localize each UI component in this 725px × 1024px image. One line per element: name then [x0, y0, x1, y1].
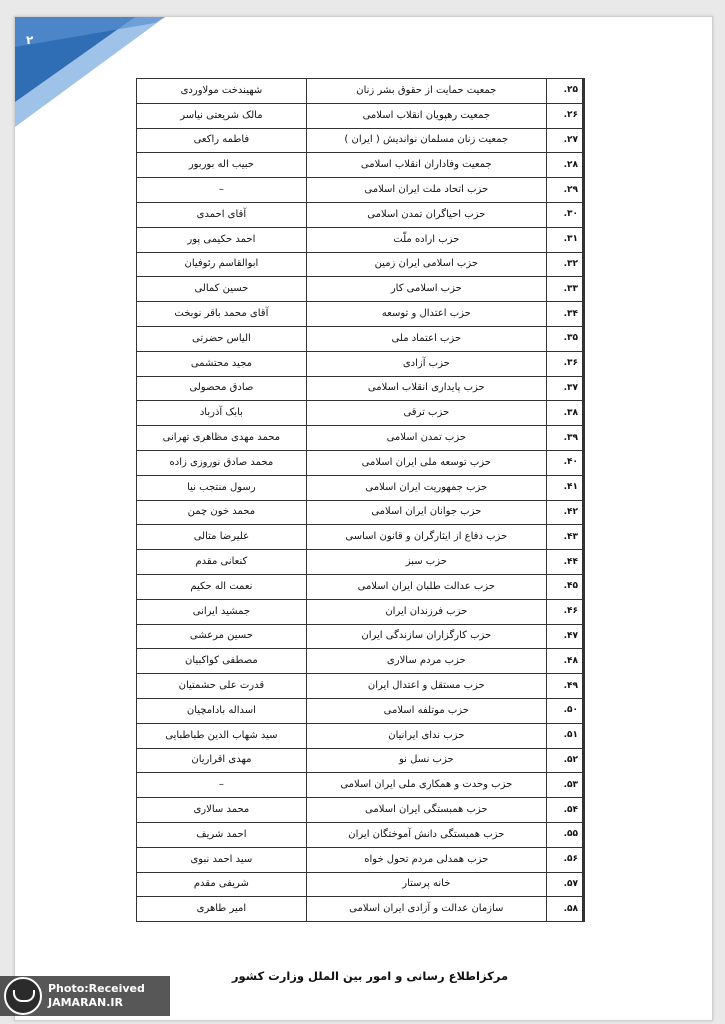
table-row: [137, 153, 584, 178]
party-name: حزب موتلفه اسلامی: [306, 698, 546, 723]
parties-table-body: [137, 79, 584, 922]
row-number: ۳۵.: [546, 326, 583, 351]
party-name: حزب اسلامی کار: [306, 277, 546, 302]
party-leader: آقای محمد باقر نوبخت: [137, 302, 307, 327]
row-number: ۴۱.: [546, 475, 583, 500]
party-leader: جمشید ایرانی: [137, 599, 307, 624]
party-name: حزب همبستگی ایران اسلامی: [306, 798, 546, 823]
party-leader: مجید محتشمی: [137, 351, 307, 376]
row-number: ۵۰.: [546, 698, 583, 723]
table-row: [137, 351, 584, 376]
party-leader: حبیب اله بوربور: [137, 153, 307, 178]
table-row: [137, 847, 584, 872]
table-row: [137, 897, 584, 922]
party-name: حزب کارگزاران سازندگی ایران: [306, 624, 546, 649]
row-number: ۴۷.: [546, 624, 583, 649]
table-row: [137, 674, 584, 699]
table-row: [137, 574, 584, 599]
watermark-text: [48, 982, 145, 1010]
party-name: حزب عدالت طلبان ایران اسلامی: [306, 574, 546, 599]
table-row: [137, 426, 584, 451]
party-name: حزب جمهوریت ایران اسلامی: [306, 475, 546, 500]
party-leader: محمد سالاری: [137, 798, 307, 823]
row-number: ۵۲.: [546, 748, 583, 773]
party-leader: حسین مرعشی: [137, 624, 307, 649]
row-number: ۴۲.: [546, 500, 583, 525]
table-row: [137, 475, 584, 500]
row-number: ۴۰.: [546, 450, 583, 475]
jamaran-logo-icon: [4, 977, 42, 1015]
party-leader: مالک شریعتی نیاسر: [137, 103, 307, 128]
parties-table: [136, 78, 585, 922]
party-leader: احمد حکیمی پور: [137, 227, 307, 252]
row-number: ۵۳.: [546, 773, 583, 798]
party-leader: ابوالقاسم رئوفیان: [137, 252, 307, 277]
table-row: [137, 401, 584, 426]
party-name: حزب مردم سالاری: [306, 649, 546, 674]
row-number: ۳۰.: [546, 202, 583, 227]
party-leader: آقای احمدی: [137, 202, 307, 227]
watermark: [0, 976, 170, 1016]
page-number: ۲: [26, 33, 34, 47]
party-leader: شریفی مقدم: [137, 872, 307, 897]
row-number: ۴۹.: [546, 674, 583, 699]
row-number: ۴۵.: [546, 574, 583, 599]
party-leader: –: [137, 773, 307, 798]
party-name: حزب ترقی: [306, 401, 546, 426]
table-row: [137, 773, 584, 798]
table-row: [137, 822, 584, 847]
party-name: حزب ندای ایرانیان: [306, 723, 546, 748]
row-number: ۳۱.: [546, 227, 583, 252]
party-leader: کنعانی مقدم: [137, 550, 307, 575]
party-leader: امیر طاهری: [137, 897, 307, 922]
table-row: [137, 599, 584, 624]
row-number: ۵۶.: [546, 847, 583, 872]
row-number: ۲۷.: [546, 128, 583, 153]
party-name: حزب تمدن اسلامی: [306, 426, 546, 451]
party-name: حزب همبستگی دانش آموختگان ایران: [306, 822, 546, 847]
row-number: ۲۵.: [546, 79, 583, 104]
party-name: حزب اسلامی ایران زمین: [306, 252, 546, 277]
row-number: ۵۷.: [546, 872, 583, 897]
party-name: حزب مستقل و اعتدال ایران: [306, 674, 546, 699]
row-number: ۳۴.: [546, 302, 583, 327]
table-row: [137, 202, 584, 227]
party-leader: اسداله بادامچیان: [137, 698, 307, 723]
table-row: [137, 450, 584, 475]
row-number: ۳۲.: [546, 252, 583, 277]
party-name: حزب همدلی مردم تحول خواه: [306, 847, 546, 872]
row-number: ۵۴.: [546, 798, 583, 823]
footer-title: مرکزاطلاع رسانی و امور بین الملل وزارت کشور: [231, 969, 509, 983]
party-name: حزب احیاگران تمدن اسلامی: [306, 202, 546, 227]
party-leader: محمد خون چمن: [137, 500, 307, 525]
party-name: حزب توسعه ملی ایران اسلامی: [306, 450, 546, 475]
table-row: [137, 550, 584, 575]
party-leader: علیرضا متالی: [137, 525, 307, 550]
party-name: حزب نسل نو: [306, 748, 546, 773]
table-row: [137, 872, 584, 897]
table-row: [137, 500, 584, 525]
row-number: ۲۹.: [546, 178, 583, 203]
party-name: حزب اراده ملّت: [306, 227, 546, 252]
party-leader: فاطمه راکعی: [137, 128, 307, 153]
party-name: حزب آزادی: [306, 351, 546, 376]
table-row: [137, 698, 584, 723]
row-number: ۵۱.: [546, 723, 583, 748]
row-number: ۵۵.: [546, 822, 583, 847]
row-number: ۴۳.: [546, 525, 583, 550]
table-row: [137, 723, 584, 748]
table-row: [137, 302, 584, 327]
table-row: [137, 277, 584, 302]
row-number: ۴۶.: [546, 599, 583, 624]
table-row: [137, 178, 584, 203]
row-number: ۲۶.: [546, 103, 583, 128]
party-leader: احمد شریف: [137, 822, 307, 847]
row-number: ۳۶.: [546, 351, 583, 376]
party-leader: قدرت علی حشمتیان: [137, 674, 307, 699]
table-row: [137, 79, 584, 104]
watermark-line2: JAMARAN.IR: [48, 996, 123, 1009]
party-leader: مصطفی کواکبیان: [137, 649, 307, 674]
table-row: [137, 748, 584, 773]
table-row: [137, 649, 584, 674]
party-leader: بابک آذرباد: [137, 401, 307, 426]
row-number: ۵۸.: [546, 897, 583, 922]
table-row: [137, 252, 584, 277]
party-leader: سید احمد نبوی: [137, 847, 307, 872]
party-leader: محمد صادق نوروزی زاده: [137, 450, 307, 475]
party-name: حزب دفاع از ایثارگران و قانون اساسی: [306, 525, 546, 550]
party-leader: محمد مهدی مظاهری تهرانی: [137, 426, 307, 451]
party-name: جمعیت زنان مسلمان نواندیش ( ایران ): [306, 128, 546, 153]
table-row: [137, 376, 584, 401]
table-row: [137, 525, 584, 550]
party-name: حزب اعتدال و توسعه: [306, 302, 546, 327]
party-name: جمعیت رهپویان انقلاب اسلامی: [306, 103, 546, 128]
table-row: [137, 326, 584, 351]
party-leader: –: [137, 178, 307, 203]
party-leader: حسین کمالی: [137, 277, 307, 302]
party-leader: نعمت اله حکیم: [137, 574, 307, 599]
row-number: ۲۸.: [546, 153, 583, 178]
table-row: [137, 103, 584, 128]
table-row: [137, 624, 584, 649]
row-number: ۴۸.: [546, 649, 583, 674]
party-name: حزب وحدت و همکاری ملی ایران اسلامی: [306, 773, 546, 798]
party-name: حزب اتحاد ملت ایران اسلامی: [306, 178, 546, 203]
party-name: خانه پرستار: [306, 872, 546, 897]
party-leader: شهیندخت مولاوردی: [137, 79, 307, 104]
party-name: سازمان عدالت و آزادی ایران اسلامی: [306, 897, 546, 922]
party-name: حزب جوانان ایران اسلامی: [306, 500, 546, 525]
row-number: ۳۷.: [546, 376, 583, 401]
party-leader: الیاس حضرتی: [137, 326, 307, 351]
row-number: ۳۸.: [546, 401, 583, 426]
party-name: حزب سبز: [306, 550, 546, 575]
party-name: حزب پایداری انقلاب اسلامی: [306, 376, 546, 401]
table-row: [137, 227, 584, 252]
party-leader: رسول منتجب نیا: [137, 475, 307, 500]
party-name: جمعیت حمایت از حقوق بشر زنان: [306, 79, 546, 104]
row-number: ۳۳.: [546, 277, 583, 302]
table-row: [137, 798, 584, 823]
party-leader: مهدی اقراریان: [137, 748, 307, 773]
party-leader: سید شهاب الدین طباطبایی: [137, 723, 307, 748]
party-name: جمعیت وفاداران انقلاب اسلامی: [306, 153, 546, 178]
watermark-line1: Photo:Received: [48, 982, 145, 995]
table-row: [137, 128, 584, 153]
document-page: [14, 16, 713, 1021]
row-number: ۳۹.: [546, 426, 583, 451]
party-name: حزب فرزندان ایران: [306, 599, 546, 624]
row-number: ۴۴.: [546, 550, 583, 575]
party-name: حزب اعتماد ملی: [306, 326, 546, 351]
party-leader: صادق محصولی: [137, 376, 307, 401]
